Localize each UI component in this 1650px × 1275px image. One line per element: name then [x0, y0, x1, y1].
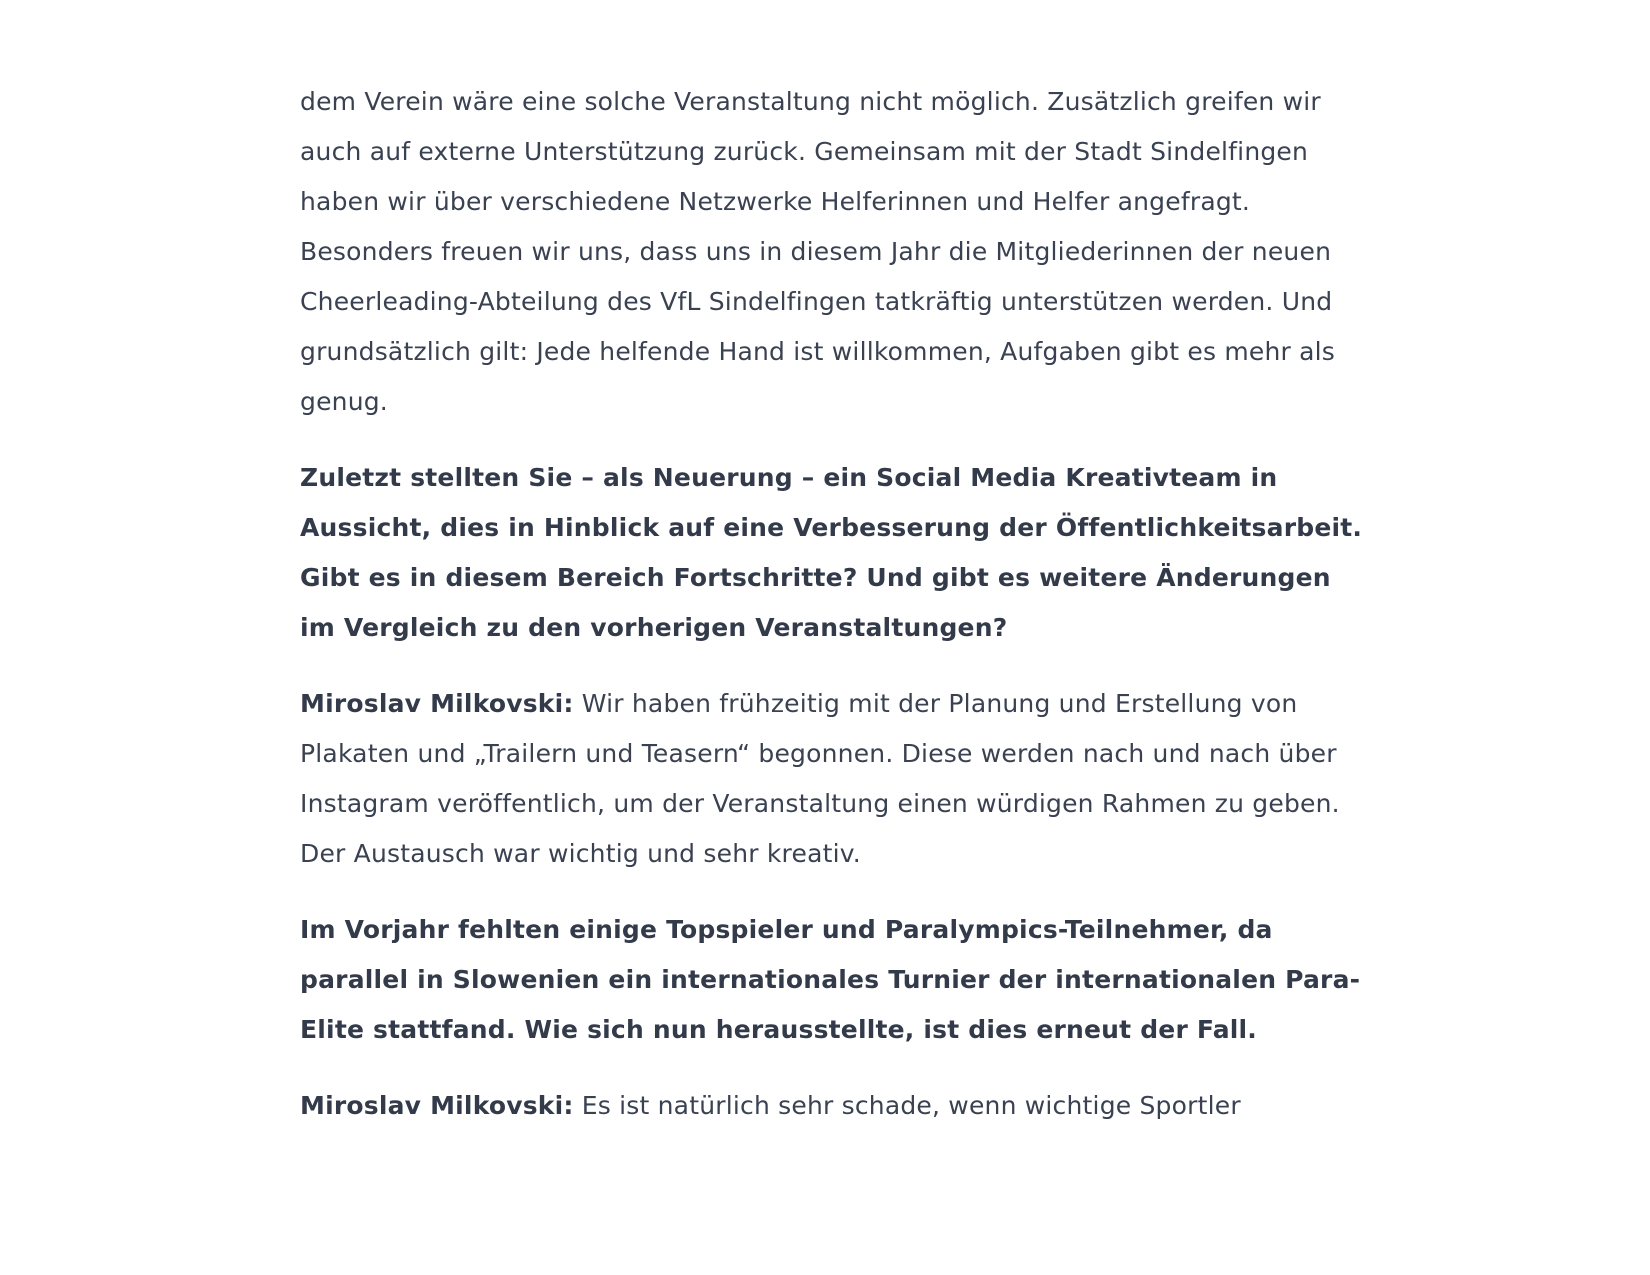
- speaker-name: Miroslav Milkovski:: [300, 689, 574, 718]
- interview-question: [300, 905, 1370, 1055]
- answer-paragraph-continued: [300, 77, 1370, 427]
- answer-paragraph: [300, 1081, 1370, 1131]
- question-text: Zuletzt stellten Sie – als Neuerung – ein Social Media Kreativteam in Aussicht, dies in Hinblick auf eine Verbesserung der Öffentlichkeitsarbeit. Gibt es in diesem Bereich Fortschritte? Und gibt es weitere Änderungen im Vergleich zu den vorherigen Veranstaltungen?: [300, 463, 1363, 642]
- answer-text: dem Verein wäre eine solche Veranstaltung nicht möglich. Zusätzlich greifen wir auch auf externe Unterstützung zurück. Gemeinsam mit der Stadt Sindelfingen haben wir über verschiedene Netzwerke Helferinnen und Helfer angefragt. Besonders freuen wir uns, dass uns in diesem Jahr die Mitgliederinnen der neuen Cheerleading-Abteilung des VfL Sindelfingen tatkräftig unterstützen werden. Und grundsätzlich gilt: Jede helfende Hand ist willkommen, Aufgaben gibt es mehr als genug.: [300, 87, 1336, 416]
- article-body: [300, 77, 1370, 1157]
- answer-paragraph: [300, 679, 1370, 879]
- question-text: Im Vorjahr fehlten einige Topspieler und Paralympics-Teilnehmer, da parallel in Slowenien ein internationales Turnier der internationalen Para-Elite stattfand. Wie sich nun herausstellte, ist dies erneut der Fall.: [300, 915, 1361, 1044]
- interview-question: [300, 453, 1370, 653]
- speaker-name: Miroslav Milkovski:: [300, 1091, 574, 1120]
- answer-text: Es ist natürlich sehr schade, wenn wichtige Sportler: [573, 1091, 1241, 1120]
- answer-text: Wir haben frühzeitig mit der Planung und Erstellung von Plakaten und „Trailern und Teasern“ begonnen. Diese werden nach und nach über Instagram veröffentlich, um der Veranstaltung einen würdigen Rahmen zu geben. Der Austausch war wichtig und sehr kreativ.: [300, 689, 1340, 868]
